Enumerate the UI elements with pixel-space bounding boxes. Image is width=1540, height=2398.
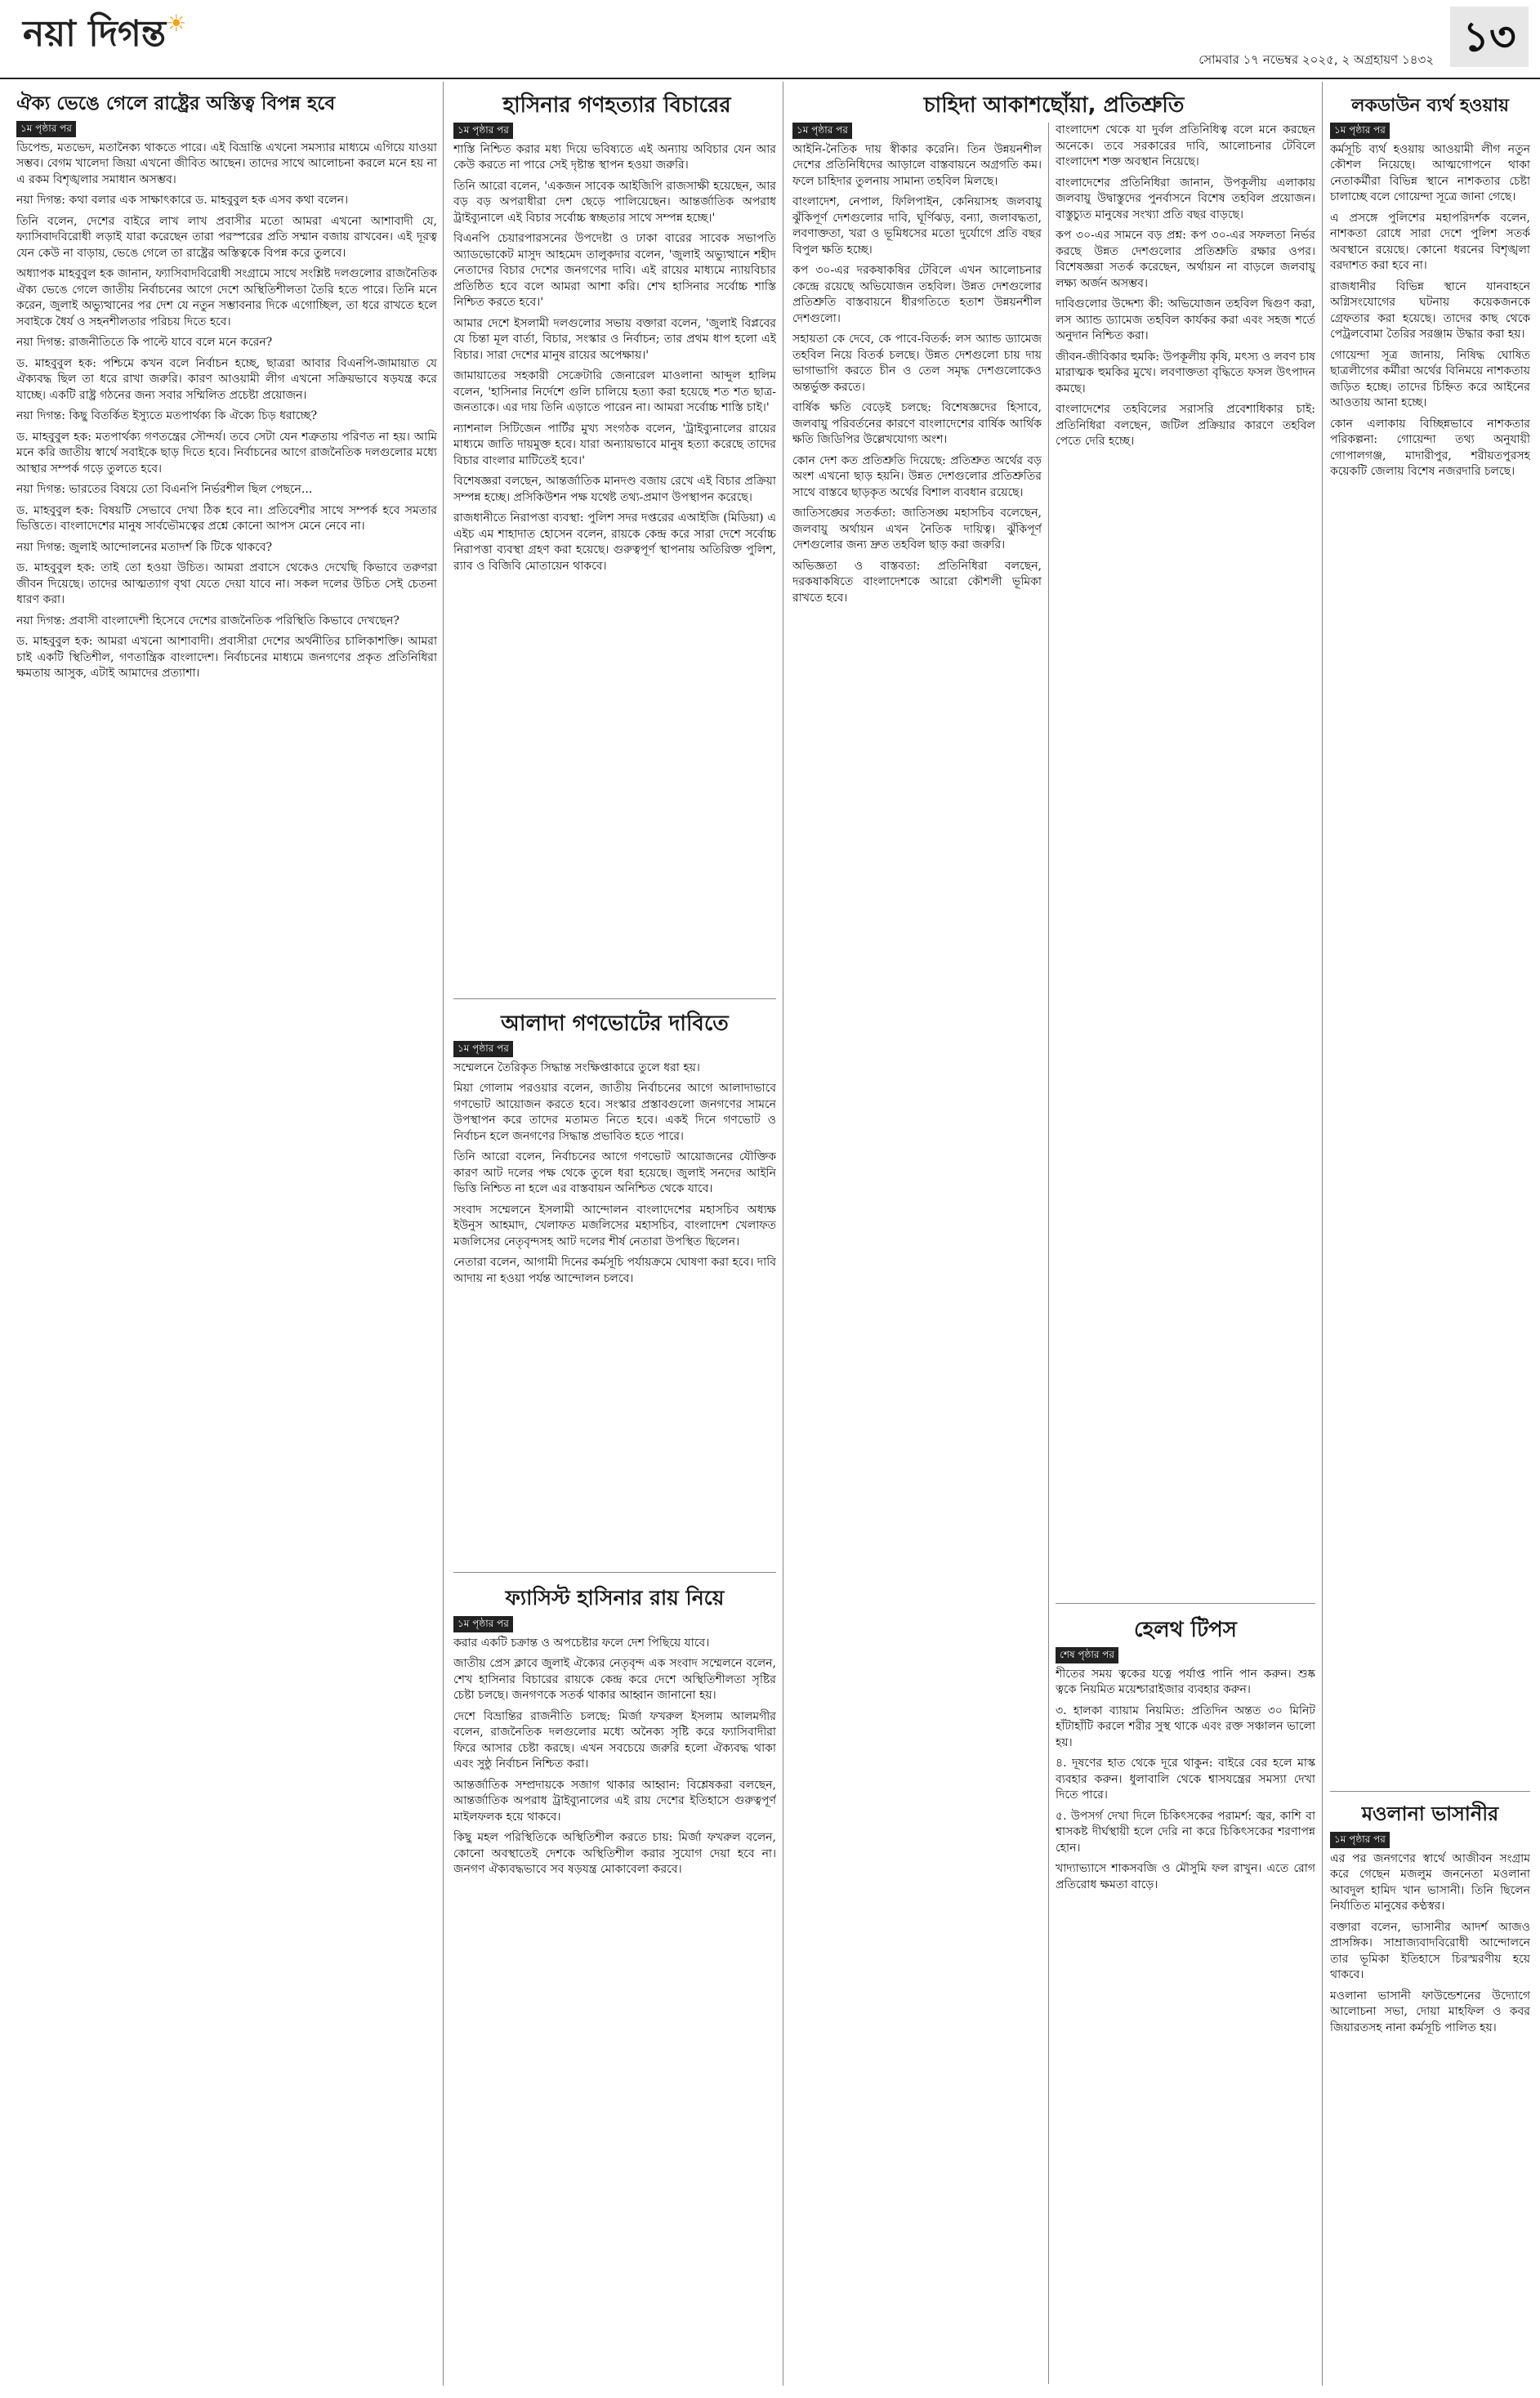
headline-health-tips: হেলথ টিপস (1134, 1618, 1237, 1642)
paragraph: মওলানা ভাসানী ফাউন্ডেশনের উদ্যোগে আলোচনা সভা, দোয়া মাহফিল ও কবর জিয়ারতসহ নানা কর্মসূচি পালিত হয়। (1330, 1989, 1530, 2034)
headline-chahida: চাহিদা আকাশছোঁয়া, প্রতিশ্রুতি (923, 93, 1185, 118)
headline-lockdown: লকডাউন ব্যর্থ হওয়ায় (1351, 96, 1509, 116)
section-divider (453, 998, 776, 999)
continued-label: ১ম পৃষ্ঠার পর (792, 123, 852, 139)
paragraph: বাংলাদেশ, নেপাল, ফিলিপাইন, কেনিয়াসহ জলবায়ু ঝুঁকিপূর্ণ দেশগুলোর দাবি, ঘূর্ণিঝড়, বন্যা, জলাবদ্ধতা, লবণাক্ততা, খরা ও ভূমিধসের মতো দুর্যোগে প্রতি বছর বিপুল ক্ষতি হচ্ছে। (792, 195, 1042, 257)
paragraph: দাবিগুলোর উদ্দেশ্য কী: অভিযোজন তহবিল দ্বিগুণ করা, লস অ্যান্ড ড্যামেজ তহবিল কার্যকর করা এবং সহজ শর্তে অনুদান নিশ্চিত করা। (1056, 297, 1315, 342)
paragraph: ড. মাহবুবুল হক: মতপার্থক্য গণতন্ত্রের সৌন্দর্য। তবে সেটা যেন শত্রুতায় পরিণত না হয়। আমি মনে করি জাতীয় স্বার্থে সবাইকে ছাড় দিতে হবে। নির্বাচনের আগে রাজনৈতিক দলগুলোর মধ্যে আস্থার সম্পর্ক গড়ে তুলতে হবে। (16, 430, 437, 476)
paragraph: তিনি বলেন, দেশের বাইরে লাখ লাখ প্রবাসীর মতো আমরা এখনো আশাবাদী যে, ফ্যাসিবাদবিরোধী লড়াই যারা করেছেন তারা পরস্পরের প্রতি সম্মান বজায় রাখবেন। এই দূরত্ব যেন কেউ না বাড়ায়, ভেঙে গেলে তা রাষ্ট্রের অস্তিত্বকে বিপন্ন করে তুলবে। (16, 214, 437, 260)
continued-label: ১ম পৃষ্ঠার পর (1330, 1832, 1390, 1848)
paragraph: বার্ষিক ক্ষতি বেড়েই চলছে: বিশেষজ্ঞদের হিসাবে, জলবায়ু পরিবর্তনের কারণে বাংলাদেশের বার্ষিক আর্থিক ক্ষতি জিডিপির উল্লেখযোগ্য অংশ। (792, 401, 1042, 446)
article-oikko (16, 121, 437, 2384)
paragraph: শীতের সময় ত্বকের যত্নে পর্যাপ্ত পানি পান করুন। শুষ্ক ত্বকে নিয়মিত ময়েশ্চারাইজার ব্যবহার করুন। (1056, 1667, 1315, 1696)
dateline: সোমবার ১৭ নভেম্বর ২০২৫, ২ অগ্রহায়ণ ১৪৩২ (1199, 52, 1434, 67)
paragraph: তিনি আরো বলেন, 'একজন সাবেক আইজিপি রাজসাক্ষী হয়েছেন, আর বড় বড় অপরাধীরা দেশ ছেড়ে পালিয়েছেন। আন্তর্জাতিক অপরাধ ট্রাইব্যুনালে এই বিচার সর্বোচ্চ স্বচ্ছতার সাথে সম্পন্ন হচ্ছে।' (453, 179, 776, 225)
paragraph: ড. মাহবুবুল হক: আমরা এখনো আশাবাদী। প্রবাসীরা দেশের অর্থনীতির চালিকাশক্তি। আমরা চাই একটি স্থিতিশীল, গণতান্ত্রিক বাংলাদেশ। নির্বাচনের মাধ্যমে জনগণের প্রকৃত প্রতিনিধিরা ক্ষমতায় আসুক, এটাই আমাদের প্রত্যাশা। (16, 635, 437, 680)
paragraph: কোন এলাকায় বিচ্ছিন্নভাবে নাশকতার পরিকল্পনা: গোয়েন্দা তথ্য অনুযায়ী গোপালগঞ্জ, মাদারীপুর, শরীয়তপুরসহ কয়েকটি জেলায় বিশেষ নজরদারি চলছে। (1330, 417, 1530, 478)
logo-text: নয়া দিগন্ত (23, 13, 167, 55)
paragraph: কপ ৩০-এর দরকষাকষির টেবিলে এখন আলোচনার কেন্দ্রে রয়েছে অভিযোজন তহবিল। উন্নত দেশগুলোর প্রতিশ্রুতি বাস্তবায়নে ধীরগতিতে হতাশ উন্নয়নশীল দেশগুলো। (792, 264, 1042, 325)
sun-icon: ☀ (166, 10, 187, 37)
paragraph: রাজধানীতে নিরাপত্তা ব্যবস্থা: পুলিশ সদর দপ্তরের এআইজি (মিডিয়া) এ এইচ এম শাহাদাত হোসেন বলেন, রায়কে কেন্দ্র করে সারা দেশে সর্বোচ্চ নিরাপত্তা ব্যবস্থা গ্রহণ করা হয়েছে। গুরুত্বপূর্ণ স্থাপনায় অতিরিক্ত পুলিশ, র‍্যাব ও বিজিবি মোতায়েন থাকবে। (453, 511, 776, 573)
article-hasina-ray (453, 1616, 776, 2384)
continued-label: শেষ পৃষ্ঠার পর (1056, 1647, 1118, 1663)
paragraph: নয়া দিগন্ত: কিছু বিতর্কিত ইস্যুতে মতপার্থক্য কি ঐক্যে চিড় ধরাচ্ছে? (16, 409, 318, 422)
masthead (0, 0, 1540, 79)
headline-bhasani: মওলানা ভাসানীর (1361, 1802, 1499, 1825)
paragraph: কপ ৩০-এর সামনে বড় প্রশ্ন: কপ ৩০-এর সফলতা নির্ভর করছে উন্নত দেশগুলোর প্রতিশ্রুতি রক্ষার ওপর। বিশেষজ্ঞরা সতর্ক করেছেন, অর্থায়ন না বাড়লে জলবায়ু লক্ষ্য অর্জন অসম্ভব। (1056, 229, 1315, 290)
paragraph: ড. মাহবুবুল হক: পশ্চিমে কখন বলে নির্বাচন হচ্ছে, ছাত্ররা আবার বিএনপি-জামায়াত যে ঐক্যবদ্ধ ছিল তা ধরে রাখা জরুরি। কারণ আওয়ামী লীগ এখনো সক্রিয়ভাবে ষড়যন্ত্র করে যাচ্ছে। একটি রাষ্ট্র গঠনের জন্য সবার সম্মিলিত প্রচেষ্টা প্রয়োজন। (16, 356, 437, 402)
paragraph: ৪. দূষণের হাত থেকে দূরে থাকুন: বাইরে বের হলে মাস্ক ব্যবহার করুন। ধুলাবালি থেকে শ্বাসযন্ত্রের সমস্যা দেখা দিতে পারে। (1056, 1757, 1315, 1802)
paragraph: ড. মাহবুবুল হক: বিষয়টি সেভাবে দেখা ঠিক হবে না। প্রতিবেশীর সাথে সম্পর্ক হবে সমতার ভিত্তিতে। বাংলাদেশের মানুষ সার্বভৌমত্বের প্রশ্নে কোনো আপস মেনে নেবে না। (16, 503, 437, 533)
paragraph: ৩. হালকা ব্যায়াম নিয়মিত: প্রতিদিন অন্তত ৩০ মিনিট হাঁটাহাঁটি করলে শরীর সুস্থ থাকে এবং রক্ত সঞ্চালন ভালো হয়। (1056, 1704, 1315, 1749)
paragraph: নয়া দিগন্ত: রাজনীতিতে কি পাল্টে যাবে বলে মনে করেন? (16, 336, 273, 349)
paragraph: সংবাদ সম্মেলনে ইসলামী আন্দোলন বাংলাদেশের মহাসচিব অধ্যক্ষ ইউনুস আহমাদ, খেলাফত মজলিসের মহাসচিব, বাংলাদেশ খেলাফত মজলিসের নেতৃবৃন্দসহ আট দলের শীর্ষ নেতারা উপস্থিত ছিলেন। (453, 1203, 776, 1248)
paragraph: বিশেষজ্ঞরা বলছেন, আন্তর্জাতিক মানদণ্ড বজায় রেখে এই বিচার প্রক্রিয়া সম্পন্ন হচ্ছে। প্রসিকিউশন পক্ষ যথেষ্ট তথ্য-প্রমাণ উপস্থাপন করেছে। (453, 475, 776, 504)
paragraph: নয়া দিগন্ত: কথা বলার এক সাক্ষাৎকারে ড. মাহবুবুল হক এসব কথা বলেন। (16, 194, 349, 207)
paragraph: বিএনপি চেয়ারপারসনের উপদেষ্টা ও ঢাকা বারের সাবেক সভাপতি অ্যাডভোকেট মাসুদ আহমেদ তালুকদার বলেন, 'জুলাই অভ্যুত্থানে শহীদ নেতাদের বিচার দেশের জনগণের দাবি। এই রায়ের মাধ্যমে ন্যায়বিচার প্রতিষ্ঠিত হবে বলে আমরা আশা করি। শেখ হাসিনার সর্বোচ্চ শাস্তি নিশ্চিত করতে হবে।' (453, 232, 776, 309)
paragraph: জীবন-জীবিকার হুমকি: উপকূলীয় কৃষি, মৎস্য ও লবণ চাষ মারাত্মক হুমকির মুখে। লবণাক্ততা বৃদ্ধিতে ফসল উৎপাদন কমছে। (1056, 350, 1315, 395)
article-chahida-col2 (1056, 123, 1315, 1593)
paragraph: করার একটি চক্রান্ত ও অপচেষ্টার ফলে দেশ পিছিয়ে যাবে। (453, 1636, 710, 1650)
article-lockdown (1330, 123, 1530, 1781)
paragraph: জাতিসঙ্ঘের সতর্কতা: জাতিসঙ্ঘ মহাসচিব বলেছেন, জলবায়ু অর্থায়ন এখন নৈতিক দায়িত্ব। ঝুঁকিপূর্ণ দেশগুলোর জন্য দ্রুত তহবিল ছাড় করা জরুরি। (792, 507, 1042, 551)
page-number: ১৩ (1450, 7, 1529, 67)
paragraph: ডিপেন্ড, মতভেদ, মতানৈক্য থাকতে পারে। এই বিভ্রান্তি এখনো সমস্যার মাধ্যমে এগিয়ে যাওয়া সম্ভব। বেগম খালেদা জিয়া এখনো জীবিত আছেন। তাদের সাথে আলোচনা করলে মনে হয় না এ রকম বিশৃঙ্খলার সমাধান অসম্ভব। (16, 141, 437, 186)
column-divider (1322, 82, 1323, 2386)
headline-hasina-bichar: হাসিনার গণহত্যার বিচারের (502, 93, 731, 118)
paragraph: কোন দেশ কত প্রতিশ্রুতি দিয়েছে: প্রতিশ্রুত অর্থের বড় অংশ এখনো ছাড় হয়নি। উন্নত দেশগুলোর প্রতিশ্রুতির সাথে বাস্তবে ছাড়কৃত অর্থের বিশাল ব্যবধান রয়েছে। (792, 453, 1042, 499)
paragraph: বক্তারা বলেন, ভাসানীর আদর্শ আজও প্রাসঙ্গিক। সাম্রাজ্যবাদবিরোধী আন্দোলনে তার ভূমিকা ইতিহাসে চিরস্মরণীয় হয়ে থাকবে। (1330, 1920, 1530, 1981)
continued-label: ১ম পৃষ্ঠার পর (453, 123, 513, 139)
paragraph: কিছু মহল পরিস্থিতিকে অস্থিতিশীল করতে চায়: মির্জা ফখরুল বলেন, কোনো অবস্থাতেই দেশকে অস্থিতিশীল করার সুযোগ দেয়া হবে না। জনগণ ঐক্যবদ্ধভাবে সব ষড়যন্ত্র মোকাবেলা করবে। (453, 1831, 776, 1876)
paragraph: ন্যাশনাল সিটিজেন পার্টির মুখ্য সংগঠক বলেন, 'ট্রাইব্যুনালের রায়ের মাধ্যমে জাতি দায়মুক্ত হবে। যারা অন্যায়ভাবে মানুষ হত্যা করেছে তাদের বিচার বাংলার মাটিতেই হবে।' (453, 422, 776, 467)
paragraph: বাংলাদেশের প্রতিনিধিরা জানান, উপকূলীয় এলাকায় জলবায়ু উদ্বাস্তুদের পুনর্বাসনে বিশেষ তহবিল প্রয়োজন। বাস্তুচ্যুত মানুষের সংখ্যা প্রতি বছর বাড়ছে। (1056, 176, 1315, 221)
continued-label: ১ম পৃষ্ঠার পর (1330, 123, 1390, 139)
headline-hasina-ray: ফ্যাসিস্ট হাসিনার রায় নিয়ে (505, 1586, 725, 1610)
paragraph: নয়া দিগন্ত: জুলাই আন্দোলনের মতাদর্শ কি টিকে থাকবে? (16, 540, 273, 554)
article-gonovote (453, 1041, 776, 1564)
paragraph: দেশে বিভ্রান্তির রাজনীতি চলছে: মির্জা ফখরুল ইসলাম আলমগীর বলেন, রাজনৈতিক দলগুলোর মধ্যে অনৈক্য সৃষ্টি করে ফ্যাসিবাদীরা ফিরে আসার চেষ্টা করছে। এখন সবচেয়ে জরুরি হলো ঐক্যবদ্ধ থাকা এবং সুষ্ঠু নির্বাচন নিশ্চিত করা। (453, 1709, 776, 1771)
article-health-tips (1056, 1647, 1315, 2382)
paragraph: আইনি-নৈতিক দায় স্বীকার করেনি। তিন উন্নয়নশীল দেশের প্রতিনিধিদের আড়ালে বাস্তবায়নে অগ্রগতি কম। ফলে চাহিদার তুলনায় সামান্য তহবিল মিলছে। (792, 142, 1042, 188)
section-divider (1056, 1603, 1315, 1604)
headline-oikko: ঐক্য ভেঙে গেলে রাষ্ট্রের অস্তিত্ব বিপন্ন হবে (16, 93, 336, 114)
paragraph: মিয়া গোলাম পরওয়ার বলেন, জাতীয় নির্বাচনের আগে আলাদাভাবে গণভোট আয়োজন করতে হবে। সংস্কার প্রস্তাবগুলো জনগণের সামনে উপস্থাপন করে তাদের মতামত নিতে হবে। একই দিনে গণভোট ও নির্বাচন হলে জনগণের সিদ্ধান্ত প্রভাবিত হতে পারে। (453, 1082, 776, 1143)
paragraph: বাংলাদেশ থেকে যা দুর্বল প্রতিনিধিত্ব বলে মনে করছেন অনেকে। তবে সরকারের দাবি, আলোচনার টেবিলে বাংলাদেশ শক্ত অবস্থান নিয়েছে। (1056, 123, 1315, 168)
column-divider (443, 82, 444, 2386)
section-divider (453, 1572, 776, 1573)
paragraph: রাজধানীর বিভিন্ন স্থানে যানবাহনে অগ্নিসংযোগের ঘটনায় কয়েকজনকে গ্রেফতার করা হয়েছে। তাদের কাছ থেকে পেট্রলবোমা তৈরির সরঞ্জাম উদ্ধার করা হয়। (1330, 279, 1530, 341)
paragraph: নয়া দিগন্ত: ভারতের বিষয়ে তো বিএনপি নির্ভরশীল ছিল পেছনে... (16, 483, 313, 496)
paragraph: ৫. উপসর্গ দেখা দিলে চিকিৎসকের পরামর্শ: জ্বর, কাশি বা শ্বাসকষ্ট দীর্ঘস্থায়ী হলে দেরি না করে চিকিৎসকের শরণাপন্ন হোন। (1056, 1809, 1315, 1855)
paragraph: শাস্তি নিশ্চিত করার মধ্য দিয়ে ভবিষ্যতে এই অন্যায় অবিচার যেন আর কেউ করতে না পারে সেই দৃষ্টান্ত স্থাপন হওয়া জরুরি। (453, 142, 776, 172)
paragraph: জামায়াতের সহকারী সেক্রেটারি জেনারেল মাওলানা আব্দুল হালিম বলেন, 'হাসিনার নির্দেশে গুলি চালিয়ে হত্যা করা হয়েছে শত শত ছাত্র-জনতাকে। এর দায় তিনি এড়াতে পারেন না। আমরা সর্বোচ্চ শাস্তি চাই।' (453, 369, 776, 414)
paragraph: আন্তর্জাতিক সম্প্রদায়কে সজাগ থাকার আহ্বান: বিশ্লেষকরা বলছেন, আন্তর্জাতিক অপরাধ ট্রাইব্যুনালের এই রায় দেশের ইতিহাসে গুরুত্বপূর্ণ মাইলফলক হয়ে থাকবে। (453, 1778, 776, 1824)
article-bhasani (1330, 1832, 1530, 2384)
continued-label: ১ম পৃষ্ঠার পর (16, 121, 76, 137)
paragraph: এ প্রসঙ্গে পুলিশের মহাপরিদর্শক বলেন, নাশকতা রোধে সারা দেশে পুলিশ সতর্ক অবস্থানে রয়েছে। কোনো ধরনের বিশৃঙ্খলা বরদাশত করা হবে না। (1330, 211, 1530, 272)
paragraph: অভিজ্ঞতা ও বাস্তবতা: প্রতিনিধিরা বলছেন, দরকষাকষিতে বাংলাদেশকে আরো কৌশলী ভূমিকা রাখতে হবে। (792, 559, 1042, 605)
paragraph: কর্মসূচি ব্যর্থ হওয়ায় আওয়ামী লীগ নতুন কৌশল নিয়েছে। আত্মগোপনে থাকা নেতাকর্মীরা বিভিন্ন স্থানে নাশকতার চেষ্টা চালাচ্ছে বলে গোয়েন্দা সূত্রে জানা গেছে। (1330, 142, 1530, 203)
paragraph: আমার দেশে ইসলামী দলগুলোর সভায় বক্তারা বলেন, 'জুলাই বিপ্লবের যে চিন্তা মূল বার্তা, বিচার, সংস্কার ও নির্বাচন; তার প্রথম ধাপ হলো এই বিচার। সারা দেশের মানুষ রায়ের অপেক্ষায়।' (453, 316, 776, 362)
section-divider (1330, 1791, 1530, 1792)
continued-label: ১ম পৃষ্ঠার পর (453, 1041, 513, 1057)
paragraph: এর পর জনগণের স্বার্থে আজীবন সংগ্রাম করে গেছেন মজলুম জননেতা মওলানা আবদুল হামিদ খান ভাসানী। তিনি ছিলেন নির্যাতিত মানুষের কণ্ঠস্বর। (1330, 1851, 1530, 1913)
paragraph: নয়া দিগন্ত: প্রবাসী বাংলাদেশী হিসেবে দেশের রাজনৈতিক পরিস্থিতি কিভাবে দেখছেন? (16, 614, 400, 627)
paragraph: বাংলাদেশের তহবিলের সরাসরি প্রবেশাধিকার চাই: প্রতিনিধিরা বলছেন, জটিল প্রক্রিয়ার কারণে তহবিল পেতে দেরি হচ্ছে। (1056, 403, 1315, 448)
article-chahida-col1 (792, 123, 1042, 2384)
paragraph: ড. মাহবুবুল হক: তাই তো হওয়া উচিত। আমরা প্রবাসে থেকেও দেখেছি কিভাবে তরুণরা জীবন দিয়েছে। তাদের আত্মত্যাগ বৃথা যেতে দেয়া যাবে না। সকল দলের উচিত সেই চেতনা ধারণ করা। (16, 561, 437, 606)
article-hasina-bichar (453, 123, 776, 989)
continued-label: ১ম পৃষ্ঠার পর (453, 1616, 513, 1632)
paragraph: গোয়েন্দা সূত্র জানায়, নিষিদ্ধ ঘোষিত ছাত্রলীগের কর্মীরা অর্থের বিনিময়ে নাশকতায় জড়িত হচ্ছে। তাদের চিহ্নিত করে আইনের আওতায় আনা হচ্ছে। (1330, 348, 1530, 409)
paragraph: নেতারা বলেন, আগামী দিনের কর্মসূচি পর্যায়ক্রমে ঘোষণা করা হবে। দাবি আদায় না হওয়া পর্যন্ত আন্দোলন চলবে। (453, 1256, 776, 1285)
newspaper-logo (23, 7, 186, 66)
headline-gonovote: আলাদা গণভোটের দাবিতে (501, 1011, 729, 1036)
paragraph: সম্মেলনে তৈরিকৃত সিদ্ধান্ত সংক্ষিপ্তাকারে তুলে ধরা হয়। (453, 1061, 700, 1074)
paragraph: সহায়তা কে দেবে, কে পাবে-বিতর্ক: লস অ্যান্ড ড্যামেজ তহবিল নিয়ে বিতর্ক চলছে। উন্নত দেশগুলো চায় দায় ভাগাভাগি করতে চীন ও তেল সমৃদ্ধ দেশগুলোকেও অন্তর্ভুক্ত করতে। (792, 333, 1042, 394)
column-divider (1048, 123, 1049, 2384)
paragraph: তিনি আরো বলেন, নির্বাচনের আগে গণভোট আয়োজনের যৌক্তিক কারণ আট দলের পক্ষ থেকে তুলে ধরা হয়েছে। জুলাই সনদের আইনি ভিত্তি নিশ্চিত না হলে এর বাস্তবায়ন অনিশ্চিত থেকে যাবে। (453, 1150, 776, 1195)
paragraph: জাতীয় প্রেস ক্লাবে জুলাই ঐক্যের নেতৃবৃন্দ এক সংবাদ সম্মেলনে বলেন, শেখ হাসিনার বিচারের রায়কে কেন্দ্র করে দেশে অস্থিতিশীলতা সৃষ্টির চেষ্টা চলছে। জনগণকে সতর্ক থাকার আহ্বান জানানো হয়। (453, 1657, 776, 1702)
paragraph: খাদ্যাভ্যাসে শাকসবজি ও মৌসুমি ফল রাখুন। এতে রোগ প্রতিরোধ ক্ষমতা বাড়ে। (1056, 1862, 1315, 1891)
paragraph: অধ্যাপক মাহবুবুল হক জানান, ফ্যাসিবাদবিরোধী সংগ্রামে সাথে সংশ্লিষ্ট দলগুলোর রাজনৈতিক ঐক্য ভেঙে গেলে জাতীয় নির্বাচনের আগে দেশে অস্থিতিশীলতা তৈরি হতে পারে। তিনি মনে করেন, জুলাই অভ্যুত্থানের পর দেশ যে নতুন সম্ভাবনার দিকে এগোচ্ছিল, তা ধরে রাখতে হলে সবাইকে ধৈর্য ও সহনশীলতার পরিচয় দিতে হবে। (16, 267, 437, 328)
